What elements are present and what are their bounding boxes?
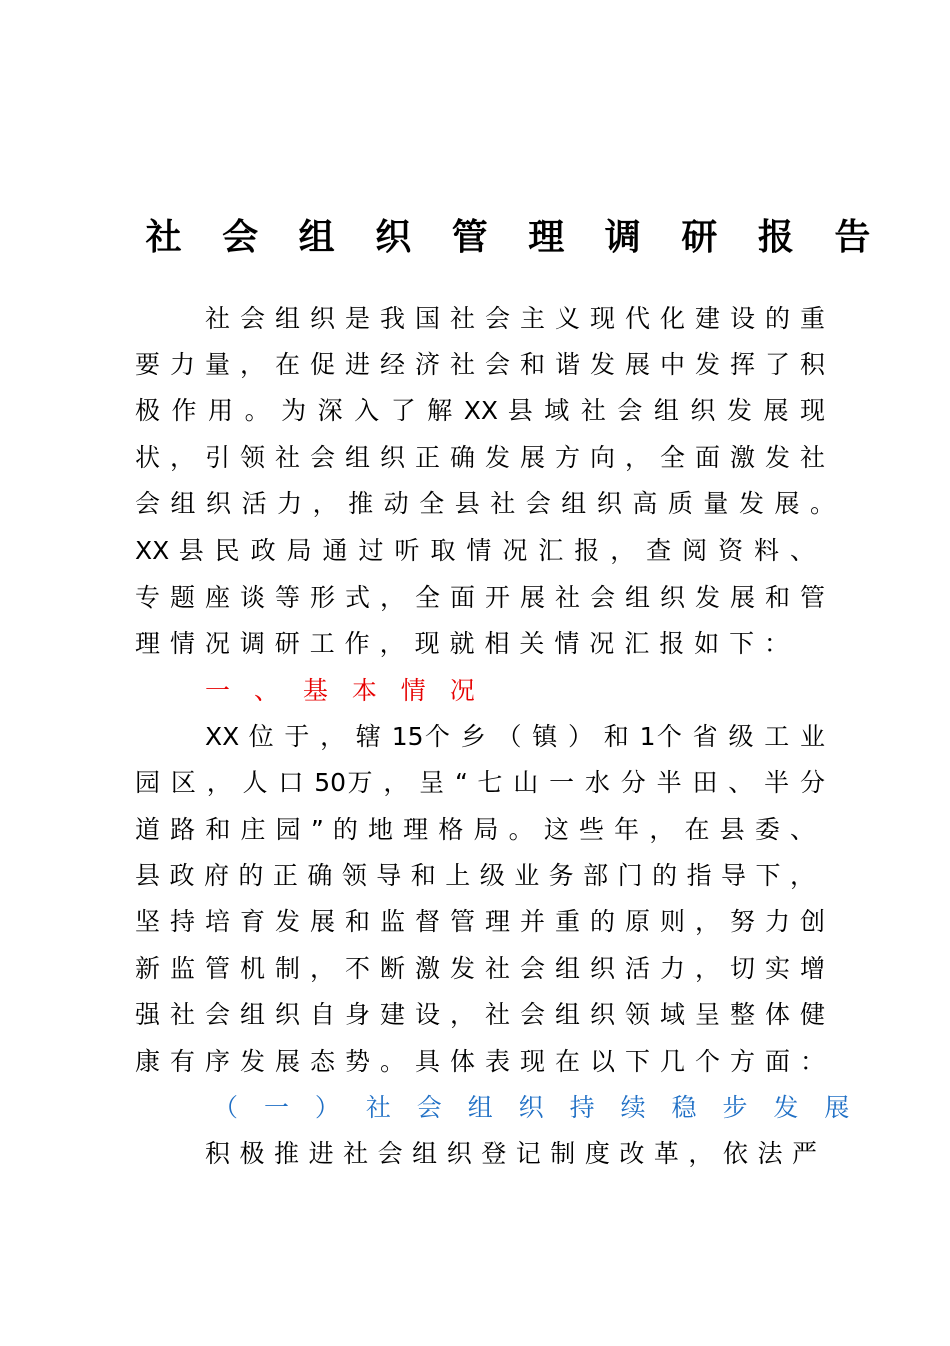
intro-line-5: 会 组 织 活 力 ， 推 动 全 县 社 会 组 织 高 质 量 发 展 。	[135, 489, 835, 518]
subsection-heading-1: （ 一 ） 社 会 组 织 持 续 稳 步 发 展	[213, 1093, 859, 1122]
intro-line-3: 极 作 用 。 为 深 入 了 解 XX 县 域 社 会 组 织 发 展 现	[135, 396, 825, 425]
intro-line-6: XX 县 民 政 局 通 过 听 取 情 况 汇 报 ， 查 阅 资 料 、	[135, 536, 815, 565]
intro-line-7: 专 题 座 谈 等 形 式 ， 全 面 开 展 社 会 组 织 发 展 和 管	[135, 583, 825, 612]
intro-line-1: 社 会 组 织 是 我 国 社 会 主 义 现 代 化 建 设 的 重	[205, 304, 825, 333]
section1-line-5: 坚 持 培 育 发 展 和 监 督 管 理 并 重 的 原 则 ， 努 力 创	[135, 907, 825, 936]
section1-line-1: XX 位 于 ， 辖 15个 乡 （ 镇 ） 和 1个 省 级 工 业	[205, 722, 825, 751]
section1-line-6: 新 监 管 机 制 ， 不 断 激 发 社 会 组 织 活 力 ， 切 实 增	[135, 954, 825, 983]
document-title: 社 会 组 织 管 理 调 研 报 告	[145, 217, 885, 258]
intro-line-4: 状 ， 引 领 社 会 组 织 正 确 发 展 方 向 ， 全 面 激 发 社	[135, 443, 825, 472]
section1-line-3: 道 路 和 庄 园 ” 的 地 理 格 局 。 这 些 年 ， 在 县 委 、	[135, 815, 815, 844]
section1-line-7: 强 社 会 组 织 自 身 建 设 ， 社 会 组 织 领 域 呈 整 体 健	[135, 1000, 825, 1029]
section1-line-8: 康 有 序 发 展 态 势 。 具 体 表 现 在 以 下 几 个 方 面 ：	[135, 1047, 825, 1076]
section1-line-4: 县 政 府 的 正 确 领 导 和 上 级 业 务 部 门 的 指 导 下 ，	[135, 861, 815, 890]
intro-line-8: 理 情 况 调 研 工 作 ， 现 就 相 关 情 况 汇 报 如 下 ：	[135, 629, 791, 658]
intro-line-2: 要 力 量 ， 在 促 进 经 济 社 会 和 谐 发 展 中 发 挥 了 积	[135, 350, 825, 379]
section-heading-basic: 一 、 基 本 情 况	[205, 676, 483, 705]
subsection1-line-1: 积 极 推 进 社 会 组 织 登 记 制 度 改 革 ， 依 法 严	[205, 1139, 817, 1168]
section1-line-2: 园 区 ， 人 口 50万 ， 呈 “ 七 山 一 水 分 半 田 、 半 分	[135, 768, 825, 797]
